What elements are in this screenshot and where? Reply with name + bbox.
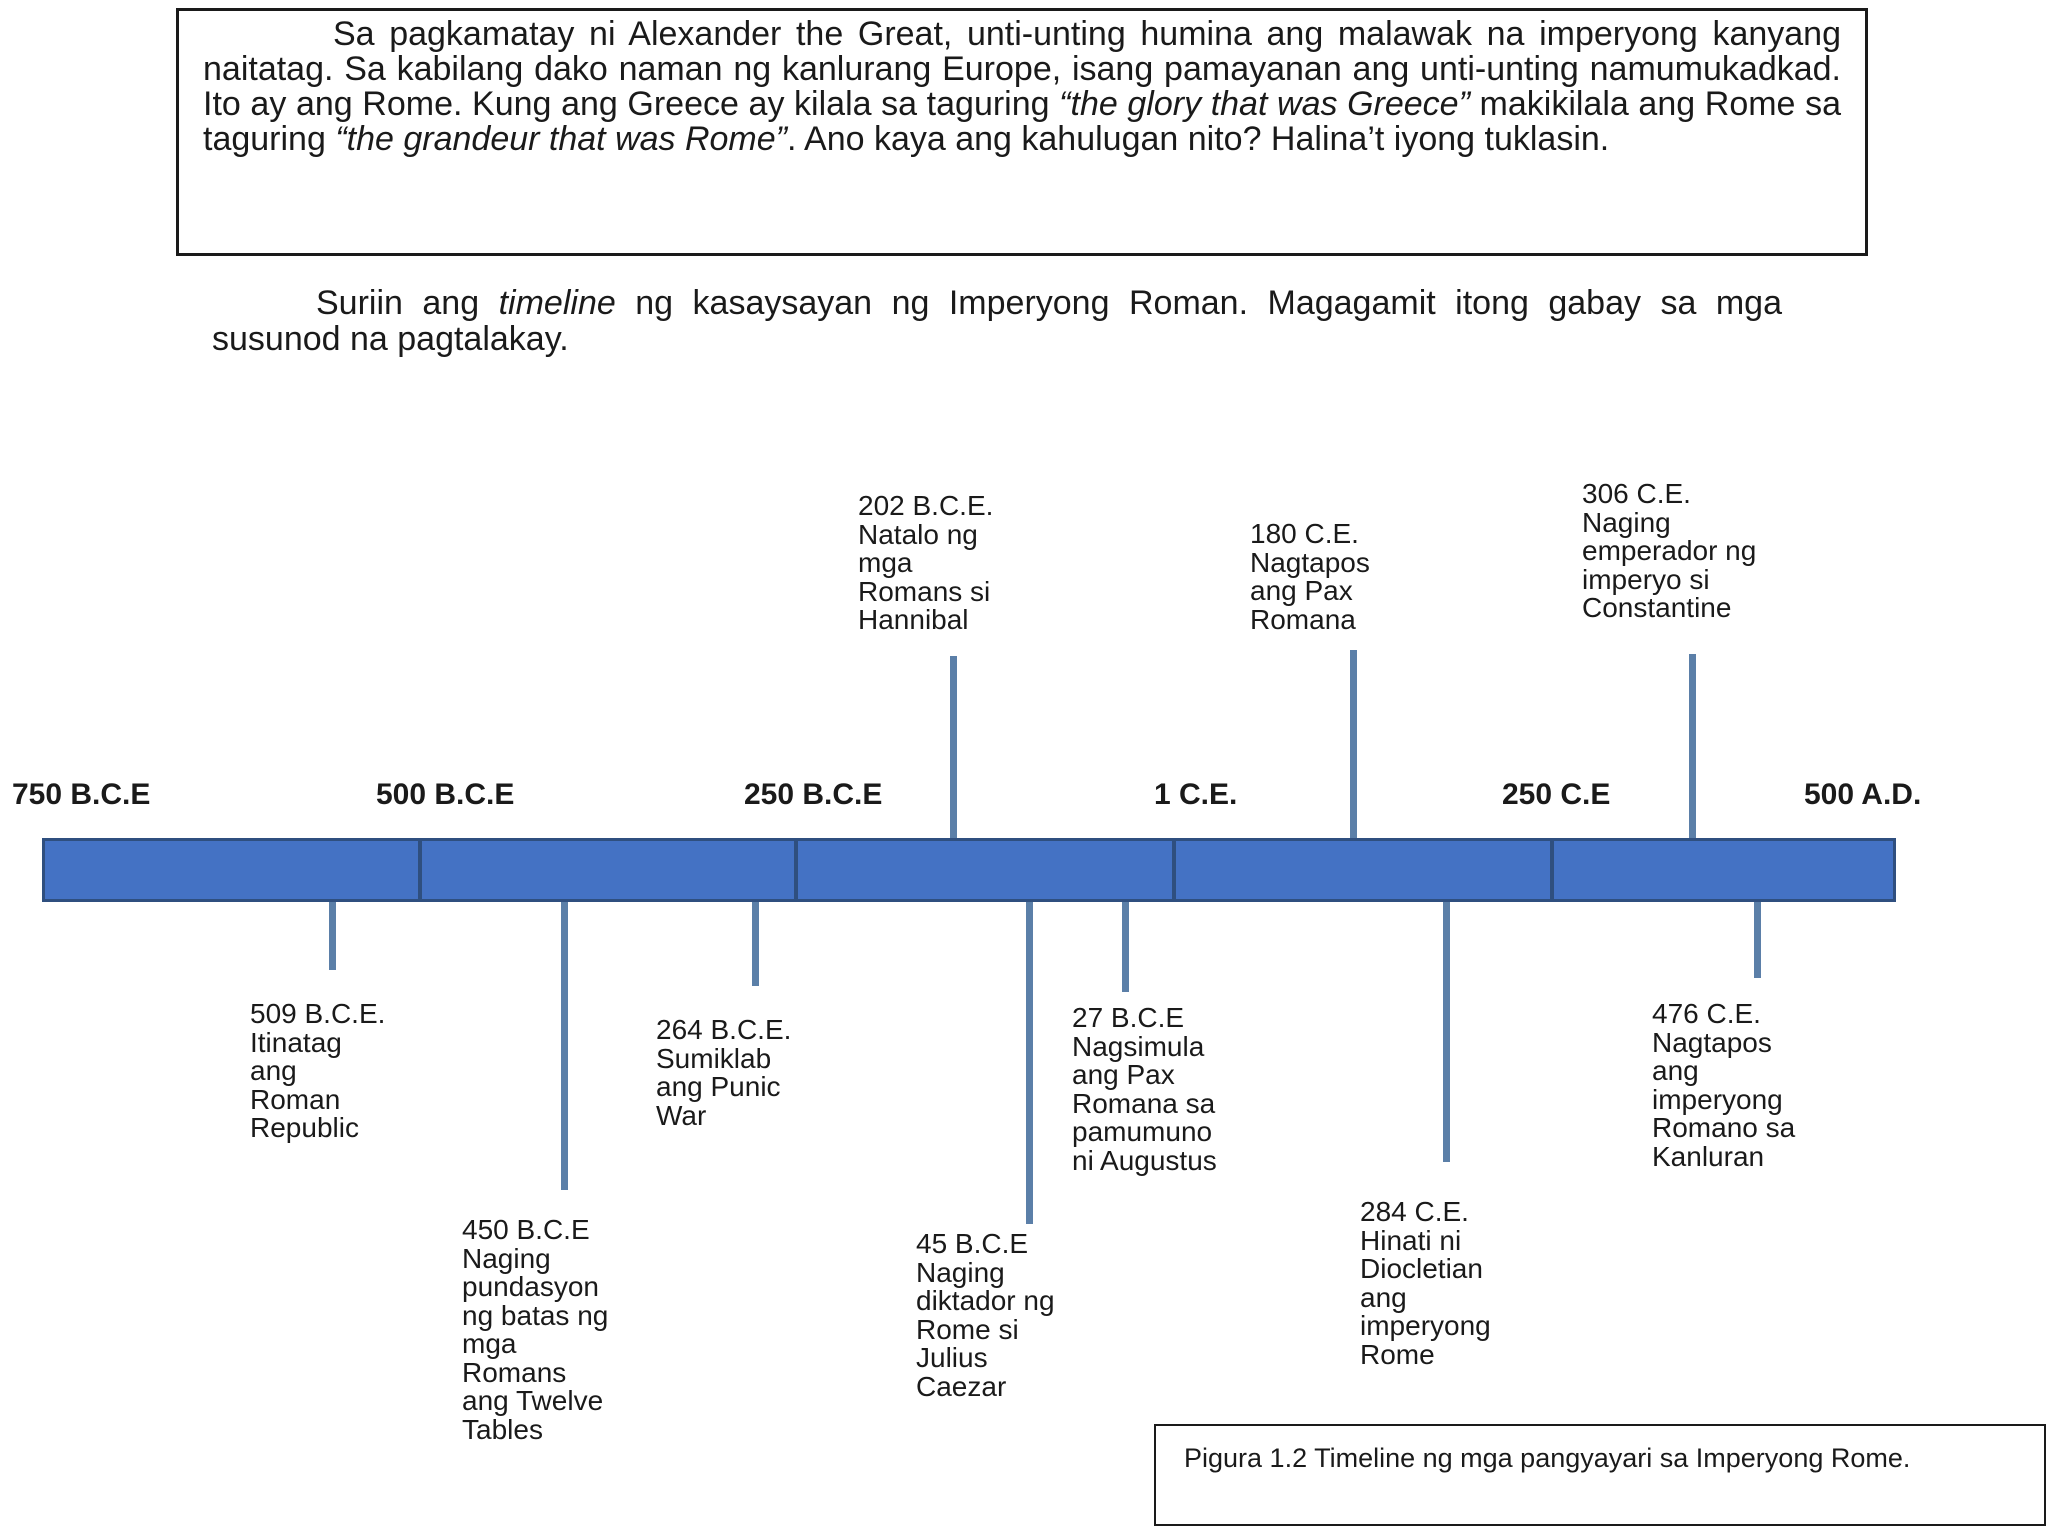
event-tick <box>1122 902 1129 992</box>
event-date: 27 B.C.E <box>1072 1002 1185 1033</box>
event-date: 264 B.C.E. <box>656 1014 792 1045</box>
event-description: Sumiklab ang Punic War <box>656 1042 781 1131</box>
intro-text-part3: . Ano kaya ang kahulugan nito? Halina’t iyong tuklasin. <box>787 120 1610 158</box>
event-date: 509 B.C.E. <box>250 998 386 1029</box>
intro-text-part1: Sa pagkamatay ni Alexander the Great, unti-unting humina ang malawak na imperyong kanyang naitatag. Sa kabilang dako naman ng kanlurang Europe, isang pamayanan ang unti-unting namumukadkad. Ito ay ang Rome. Kung ang Greece ay kilala sa taguring <box>203 15 1841 123</box>
event-description: Naging pundasyon ng batas ng mga Romans ang Twelve Tables <box>462 1242 609 1445</box>
event-description: Naging diktador ng Rome si Julius Caezar <box>916 1256 1055 1402</box>
event-tick <box>1026 902 1033 1224</box>
event-tick <box>950 656 957 838</box>
event-description: Hinati ni Diocletian ang imperyong Rome <box>1360 1224 1491 1370</box>
period-label-500-ad: 500 A.D. <box>1804 778 1922 811</box>
event-date: 180 C.E. <box>1250 518 1359 549</box>
timeline-divider <box>1172 838 1176 902</box>
event-tick <box>752 902 759 986</box>
event-date: 306 C.E. <box>1582 478 1691 509</box>
event-202-bce <box>858 492 993 635</box>
event-date: 202 B.C.E. <box>858 490 994 521</box>
intro-box <box>176 8 1868 256</box>
event-date: 450 B.C.E <box>462 1214 590 1245</box>
event-tick <box>1350 650 1357 838</box>
event-180-ce <box>1250 520 1370 634</box>
event-description: Nagsimula ang Pax Romana sa pamumuno ni Augustus <box>1072 1030 1217 1176</box>
event-476-ce <box>1652 1000 1795 1171</box>
intro-quote-greece: “the glory that was Greece” <box>1059 85 1470 123</box>
event-306-ce <box>1582 480 1756 623</box>
timeline-divider <box>794 838 798 902</box>
event-description: Nagtapos ang imperyong Romano sa Kanluran <box>1652 1026 1796 1172</box>
period-label-500-bce: 500 B.C.E <box>376 778 515 811</box>
period-label-250-bce: 250 B.C.E <box>744 778 883 811</box>
event-description: Itinatag ang Roman Republic <box>250 1026 359 1143</box>
instruction-italic: timeline <box>498 284 616 322</box>
figure-caption: Pigura 1.2 Timeline ng mga pangyayari sa Imperyong Rome. <box>1154 1424 2046 1526</box>
period-label-250-ce: 250 C.E <box>1502 778 1611 811</box>
event-date: 476 C.E. <box>1652 998 1761 1029</box>
event-tick <box>1689 654 1696 838</box>
event-date: 284 C.E. <box>1360 1196 1469 1227</box>
event-509-bce <box>250 1000 385 1143</box>
period-label-1-ce: 1 C.E. <box>1154 778 1238 811</box>
event-284-ce <box>1360 1198 1491 1369</box>
timeline-bar <box>42 838 1896 902</box>
event-tick <box>1754 902 1761 978</box>
event-tick <box>561 902 568 1190</box>
event-description: Naging emperador ng imperyo si Constantine <box>1582 506 1757 623</box>
intro-text-part2: makikilala ang Rome sa taguring <box>203 85 1841 158</box>
intro-paragraph <box>203 17 1841 157</box>
event-description: Nagtapos ang Pax Romana <box>1250 546 1370 635</box>
timeline-divider <box>418 838 422 902</box>
event-tick <box>1443 902 1450 1162</box>
event-date: 45 B.C.E <box>916 1228 1029 1259</box>
event-tick <box>329 902 336 970</box>
event-450-bce <box>462 1216 608 1444</box>
event-264-bce <box>656 1016 791 1130</box>
instruction-part2: ng kasaysayan ng Imperyong Roman. Magagamit itong gabay sa mga susunod na pagtalakay. <box>212 284 1783 358</box>
period-label-750-bce: 750 B.C.E <box>12 778 151 811</box>
event-27-bce <box>1072 1004 1217 1175</box>
intro-quote-rome: “the grandeur that was Rome” <box>335 120 787 158</box>
instruction-paragraph <box>212 285 1782 357</box>
instruction-part1: Suriin ang <box>316 284 499 322</box>
timeline-divider <box>1550 838 1554 902</box>
event-45-bce <box>916 1230 1055 1401</box>
event-description: Natalo ng mga Romans si Hannibal <box>858 518 991 635</box>
